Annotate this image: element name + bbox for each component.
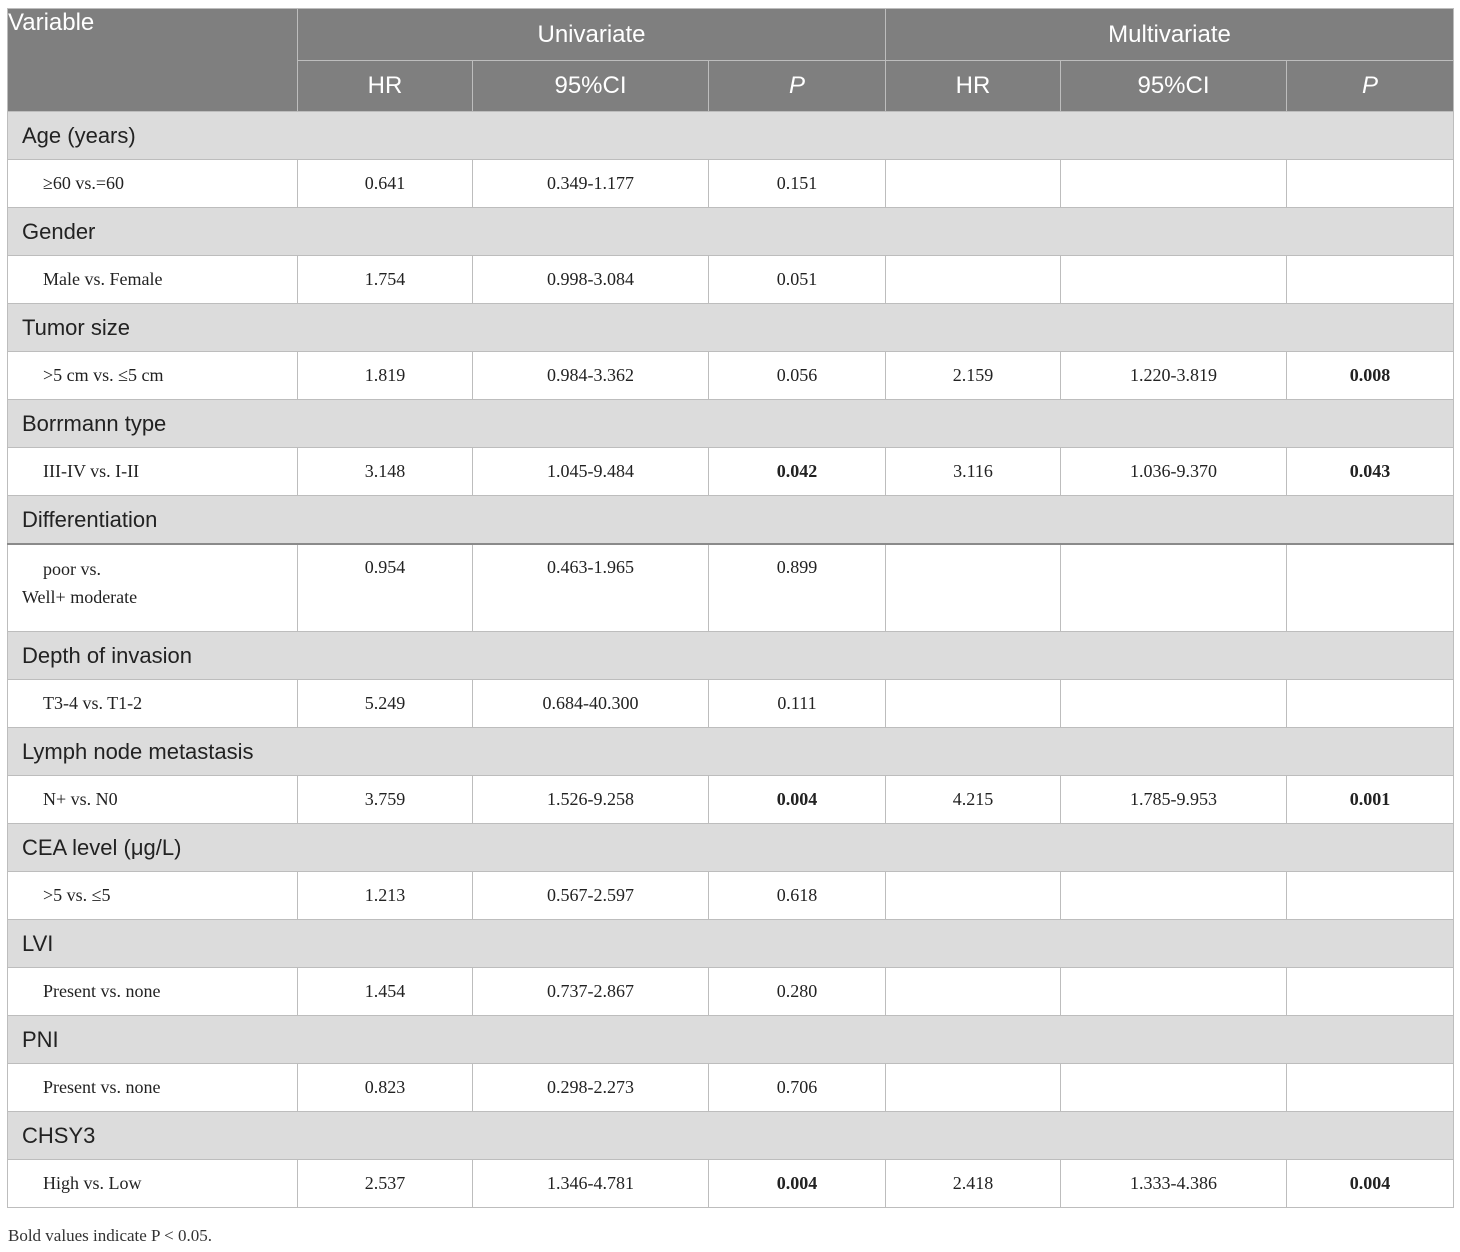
univariate-p: 0.004 [709, 1160, 886, 1208]
univariate-p: 0.151 [709, 160, 886, 208]
comparison-label-line2: Well+ moderate [22, 587, 138, 607]
univariate-p: 0.111 [709, 680, 886, 728]
comparison-label: High vs. Low [8, 1160, 298, 1208]
category-label: Borrmann type [8, 400, 1454, 448]
univariate-hr: 1.213 [298, 872, 473, 920]
category-row [8, 824, 1454, 872]
multivariate-hr: 2.418 [886, 1160, 1061, 1208]
comparison-label: Present vs. none [8, 968, 298, 1016]
table-row [8, 160, 1454, 208]
multivariate-ci-header: 95%CI [1061, 61, 1287, 112]
univariate-p: 0.280 [709, 968, 886, 1016]
univariate-hr: 5.249 [298, 680, 473, 728]
comparison-label: >5 vs. ≤5 [8, 872, 298, 920]
category-label: CHSY3 [8, 1112, 1454, 1160]
category-row [8, 208, 1454, 256]
multivariate-p [1287, 1064, 1454, 1112]
multivariate-hr-header: HR [886, 61, 1061, 112]
multivariate-hr [886, 544, 1061, 632]
univariate-ci: 0.998-3.084 [473, 256, 709, 304]
multivariate-p: 0.001 [1287, 776, 1454, 824]
multivariate-ci [1061, 160, 1287, 208]
variable-header: Variable [8, 9, 298, 112]
comparison-label: N+ vs. N0 [8, 776, 298, 824]
category-label: Differentiation [8, 496, 1454, 545]
multivariate-p [1287, 680, 1454, 728]
multivariate-hr: 4.215 [886, 776, 1061, 824]
comparison-label: III-IV vs. I-II [8, 448, 298, 496]
multivariate-ci [1061, 256, 1287, 304]
table-row [8, 544, 1454, 632]
table-row [8, 256, 1454, 304]
category-row [8, 632, 1454, 680]
multivariate-p: 0.004 [1287, 1160, 1454, 1208]
univariate-p: 0.899 [709, 544, 886, 632]
univariate-hr: 1.754 [298, 256, 473, 304]
table-row [8, 1064, 1454, 1112]
multivariate-ci [1061, 680, 1287, 728]
univariate-ci: 0.298-2.273 [473, 1064, 709, 1112]
comparison-label-line1: poor vs. [43, 559, 101, 579]
univariate-p: 0.056 [709, 352, 886, 400]
category-label: CEA level (μg/L) [8, 824, 1454, 872]
category-label: Depth of invasion [8, 632, 1454, 680]
univariate-ci: 0.567-2.597 [473, 872, 709, 920]
multivariate-p: 0.008 [1287, 352, 1454, 400]
table-row [8, 872, 1454, 920]
comparison-label: Present vs. none [8, 1064, 298, 1112]
category-label: PNI [8, 1016, 1454, 1064]
multivariate-ci: 1.333-4.386 [1061, 1160, 1287, 1208]
category-row [8, 728, 1454, 776]
multivariate-p [1287, 968, 1454, 1016]
univariate-hr: 0.954 [298, 544, 473, 632]
univariate-ci: 1.346-4.781 [473, 1160, 709, 1208]
multivariate-ci: 1.036-9.370 [1061, 448, 1287, 496]
multivariate-p [1287, 256, 1454, 304]
table-row [8, 448, 1454, 496]
table-footnote: Bold values indicate P < 0.05. [8, 1226, 212, 1245]
category-row [8, 496, 1454, 545]
univariate-hr: 2.537 [298, 1160, 473, 1208]
univariate-p: 0.706 [709, 1064, 886, 1112]
multivariate-p [1287, 544, 1454, 632]
univariate-p: 0.618 [709, 872, 886, 920]
category-label: Age (years) [8, 112, 1454, 160]
category-label: Tumor size [8, 304, 1454, 352]
table-row [8, 352, 1454, 400]
table-row [8, 680, 1454, 728]
univariate-ci: 1.045-9.484 [473, 448, 709, 496]
multivariate-hr [886, 680, 1061, 728]
multivariate-ci: 1.220-3.819 [1061, 352, 1287, 400]
multivariate-hr: 2.159 [886, 352, 1061, 400]
category-label: Gender [8, 208, 1454, 256]
category-row [8, 1016, 1454, 1064]
multivariate-hr [886, 968, 1061, 1016]
multivariate-hr: 3.116 [886, 448, 1061, 496]
cox-regression-table [7, 8, 1454, 1208]
multivariate-header: Multivariate [886, 9, 1454, 61]
multivariate-p [1287, 872, 1454, 920]
table-row [8, 776, 1454, 824]
multivariate-p-header: P [1287, 61, 1454, 112]
multivariate-ci: 1.785-9.953 [1061, 776, 1287, 824]
univariate-ci: 1.526-9.258 [473, 776, 709, 824]
univariate-header: Univariate [298, 9, 886, 61]
category-row [8, 112, 1454, 160]
category-label: Lymph node metastasis [8, 728, 1454, 776]
univariate-ci: 0.463-1.965 [473, 544, 709, 632]
multivariate-ci [1061, 872, 1287, 920]
multivariate-ci [1061, 544, 1287, 632]
comparison-label: T3-4 vs. T1-2 [8, 680, 298, 728]
multivariate-p: 0.043 [1287, 448, 1454, 496]
category-label: LVI [8, 920, 1454, 968]
table-row [8, 1160, 1454, 1208]
univariate-ci: 0.737-2.867 [473, 968, 709, 1016]
category-row [8, 304, 1454, 352]
univariate-p: 0.004 [709, 776, 886, 824]
univariate-hr: 3.759 [298, 776, 473, 824]
univariate-p: 0.042 [709, 448, 886, 496]
category-row [8, 1112, 1454, 1160]
multivariate-hr [886, 160, 1061, 208]
comparison-label: ≥60 vs.=60 [8, 160, 298, 208]
univariate-ci: 0.684-40.300 [473, 680, 709, 728]
multivariate-ci [1061, 968, 1287, 1016]
multivariate-hr [886, 872, 1061, 920]
univariate-ci-header: 95%CI [473, 61, 709, 112]
univariate-hr: 1.819 [298, 352, 473, 400]
univariate-p-header: P [709, 61, 886, 112]
multivariate-ci [1061, 1064, 1287, 1112]
multivariate-hr [886, 1064, 1061, 1112]
univariate-ci: 0.984-3.362 [473, 352, 709, 400]
category-row [8, 920, 1454, 968]
univariate-hr: 0.823 [298, 1064, 473, 1112]
univariate-hr: 0.641 [298, 160, 473, 208]
comparison-label: Male vs. Female [8, 256, 298, 304]
univariate-hr: 3.148 [298, 448, 473, 496]
comparison-label: >5 cm vs. ≤5 cm [8, 352, 298, 400]
univariate-hr-header: HR [298, 61, 473, 112]
univariate-p: 0.051 [709, 256, 886, 304]
multivariate-hr [886, 256, 1061, 304]
univariate-ci: 0.349-1.177 [473, 160, 709, 208]
table-row [8, 968, 1454, 1016]
multivariate-p [1287, 160, 1454, 208]
comparison-label [8, 544, 298, 632]
category-row [8, 400, 1454, 448]
univariate-hr: 1.454 [298, 968, 473, 1016]
